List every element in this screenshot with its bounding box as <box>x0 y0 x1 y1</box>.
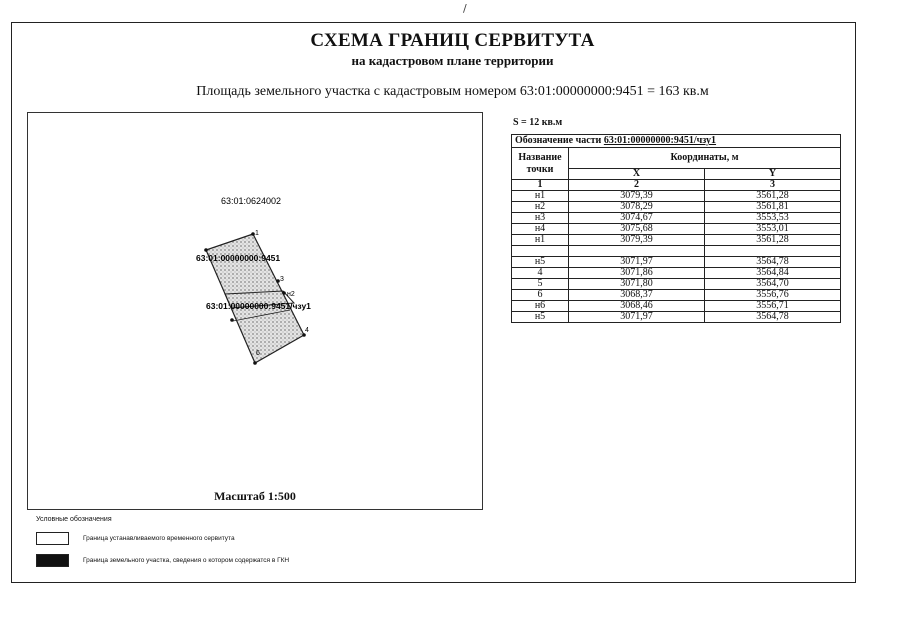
parcel-label: 63:01:00000000:9451 <box>196 253 281 263</box>
table-row <box>512 213 841 224</box>
table-row <box>512 224 841 235</box>
cell-x: 3079,39 <box>569 191 705 202</box>
coordinates-table <box>511 134 841 323</box>
cell-x: 3071,80 <box>569 279 705 290</box>
cell-point: н5 <box>512 257 569 268</box>
cell-point: н6 <box>512 301 569 312</box>
part-id: 63:01:00000000:9451/чзу1 <box>603 135 717 146</box>
vertex-1 <box>251 232 255 236</box>
cell-x: 3071,97 <box>569 257 705 268</box>
document-title: СХЕМА ГРАНИЦ СЕРВИТУТА <box>310 30 595 51</box>
cadastral-map <box>27 112 483 510</box>
point-label-3: 3 <box>280 276 284 283</box>
cell-y: 3561,28 <box>704 235 840 246</box>
cell-y <box>704 246 840 257</box>
table-row <box>512 279 841 290</box>
cell-point <box>512 246 569 257</box>
table-row <box>512 246 841 257</box>
part-prefix: Обозначение части <box>515 135 604 146</box>
vertex-6 <box>253 361 257 365</box>
table-row <box>512 202 841 213</box>
map-scale: Масштаб 1:500 <box>214 489 296 503</box>
table-row <box>512 290 841 301</box>
cell-x: 3068,37 <box>569 290 705 301</box>
table-row <box>512 268 841 279</box>
parcel-area-line: Площадь земельного участка с кадастровым номером 63:01:00000000:9451 = 163 кв.м <box>196 84 709 99</box>
cell-y: 3564,78 <box>704 257 840 268</box>
legend-text-servitude: Граница устанавливаемого временного сервитута <box>83 535 235 542</box>
vertex-n3 <box>230 318 234 322</box>
cell-y: 3553,53 <box>704 213 840 224</box>
quarter-label: 63:01:0624002 <box>221 196 282 206</box>
cell-point: 4 <box>512 268 569 279</box>
legend-swatch-servitude <box>36 532 69 545</box>
table-row <box>512 191 841 202</box>
vertex-n2 <box>282 291 286 295</box>
map-drawing <box>28 113 484 511</box>
table-row <box>512 312 841 323</box>
cell-point: н1 <box>512 191 569 202</box>
cell-x: 3074,67 <box>569 213 705 224</box>
col-num-3: 3 <box>704 180 840 191</box>
cell-point: н5 <box>512 312 569 323</box>
legend-swatch-parcel <box>36 554 69 567</box>
col-num-2: 2 <box>569 180 705 191</box>
servitude-area-label: S = 12 кв.м <box>513 117 563 128</box>
legend-title: Условные обозначения <box>36 516 112 523</box>
cell-point: н4 <box>512 224 569 235</box>
vertex-3 <box>276 279 280 283</box>
table-part-header <box>512 135 841 148</box>
table-row <box>512 257 841 268</box>
coordinates-rows <box>512 191 841 323</box>
cell-y: 3564,70 <box>704 279 840 290</box>
cell-point: 5 <box>512 279 569 290</box>
col-num-1: 1 <box>512 180 569 191</box>
cell-x: 3075,68 <box>569 224 705 235</box>
vertex-4 <box>302 333 306 337</box>
cell-x: 3079,39 <box>569 235 705 246</box>
cell-point: н1 <box>512 235 569 246</box>
cell-y: 3553,01 <box>704 224 840 235</box>
point-label-1: 1 <box>255 230 259 237</box>
cell-x: 3068,46 <box>569 301 705 312</box>
cell-y: 3561,81 <box>704 202 840 213</box>
cell-y: 3556,76 <box>704 290 840 301</box>
part-label: 63:01:00000000:9451/чзу1 <box>206 301 311 311</box>
cell-x <box>569 246 705 257</box>
document-subtitle: на кадастровом плане территории <box>351 53 554 68</box>
col-header-x: X <box>569 169 705 180</box>
cell-x: 3078,29 <box>569 202 705 213</box>
col-header-y: Y <box>704 169 840 180</box>
cell-x: 3071,97 <box>569 312 705 323</box>
pen-mark: / <box>463 2 467 15</box>
vertex-2 <box>204 248 208 252</box>
cell-y: 3556,71 <box>704 301 840 312</box>
col-header-coords: Координаты, м <box>569 148 841 169</box>
cell-point: н3 <box>512 213 569 224</box>
table-row <box>512 301 841 312</box>
cell-point: н2 <box>512 202 569 213</box>
cell-x: 3071,86 <box>569 268 705 279</box>
cell-y: 3564,78 <box>704 312 840 323</box>
table-row <box>512 235 841 246</box>
legend-text-parcel: Граница земельного участка, сведения о котором содержатся в ГКН <box>83 557 290 564</box>
point-label-n2: н2 <box>287 291 295 298</box>
point-label-6: 6 <box>256 350 260 357</box>
cell-y: 3564,84 <box>704 268 840 279</box>
col-header-point-name: Название точки <box>512 148 569 180</box>
cell-point: 6 <box>512 290 569 301</box>
point-label-4: 4 <box>305 327 309 334</box>
cell-y: 3561,28 <box>704 191 840 202</box>
